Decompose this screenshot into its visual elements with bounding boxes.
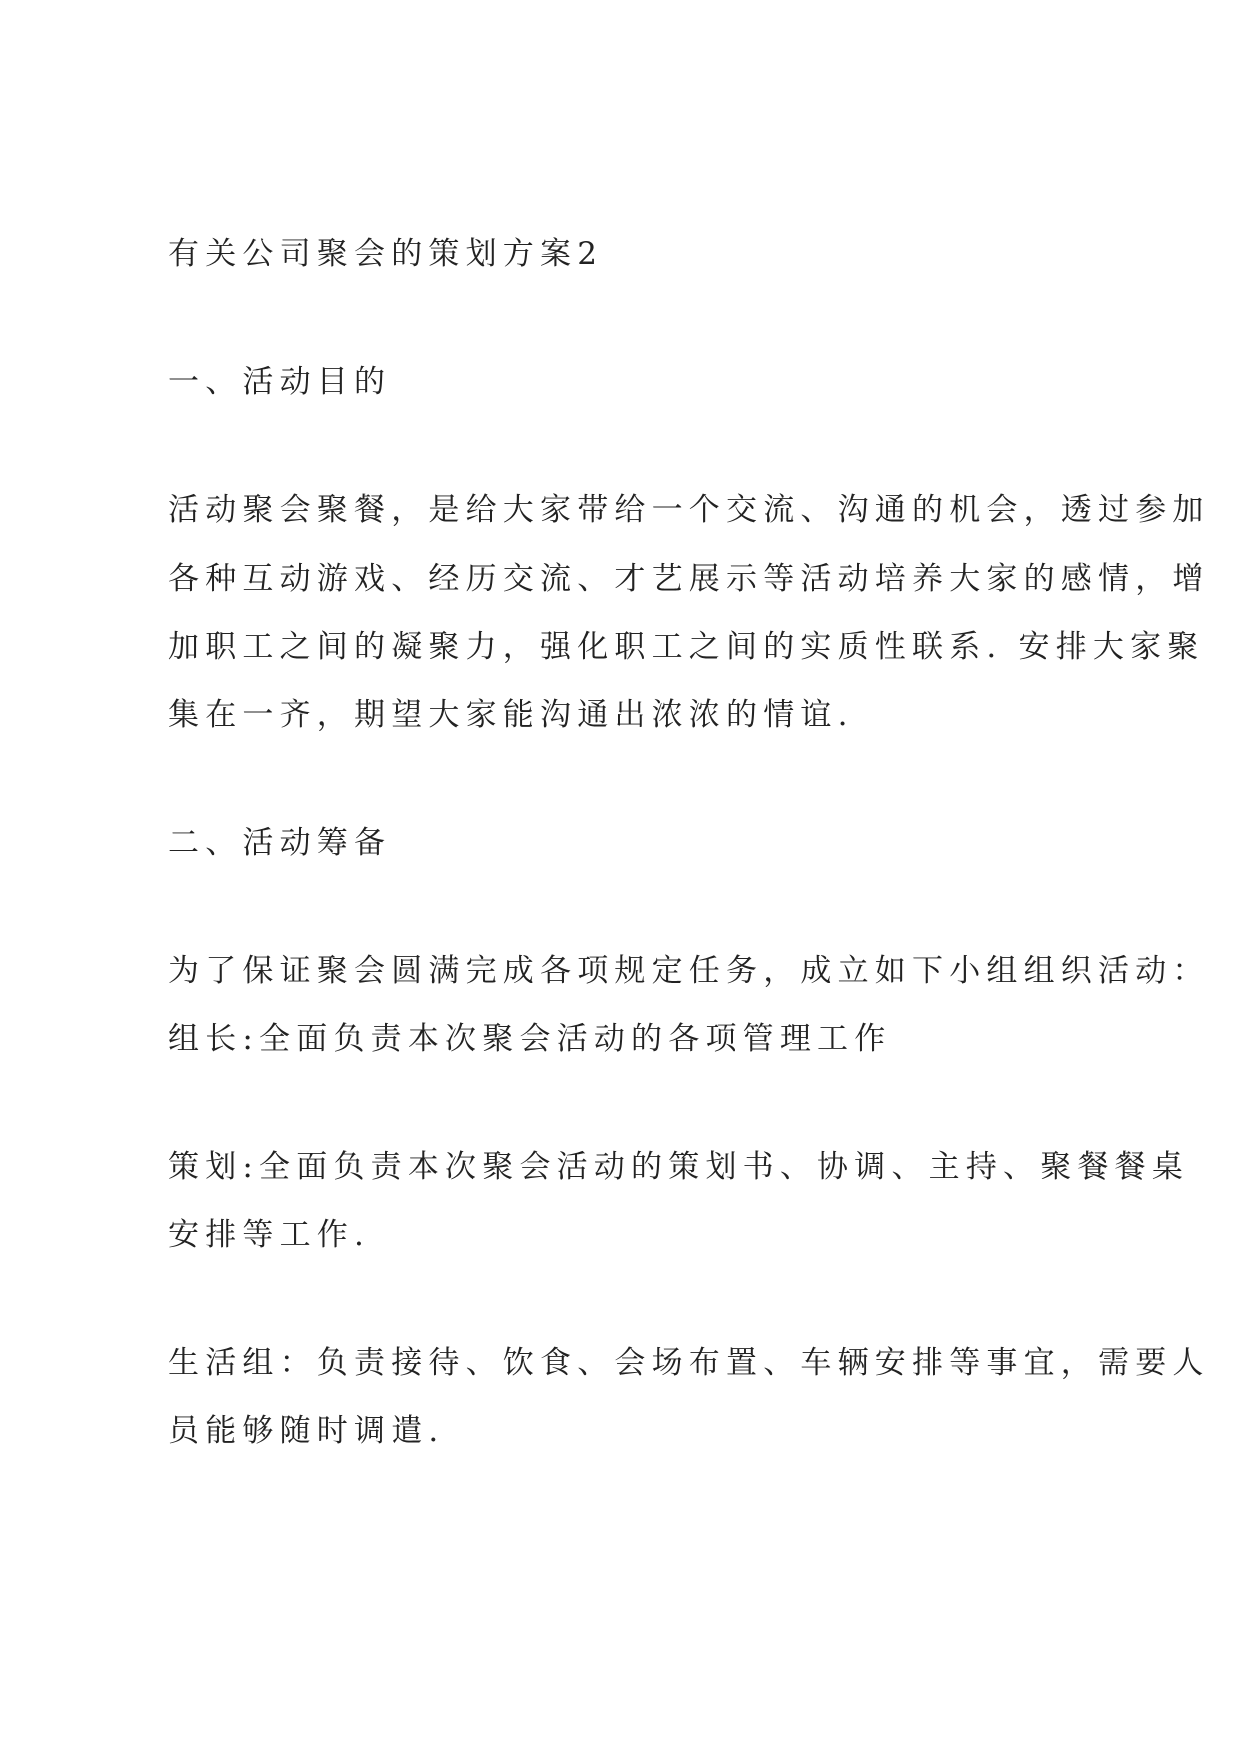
document-title: 有关公司聚会的策划方案2 xyxy=(168,236,604,272)
paragraph-line: 生活组：负责接待、饮食、会场布置、车辆安排等事宜，需要人 xyxy=(168,1345,1210,1381)
paragraph-line: 各种互动游戏、经历交流、才艺展示等活动培养大家的感情，增 xyxy=(168,561,1210,597)
paragraph-line: 安排等工作. xyxy=(168,1217,371,1253)
section-heading-preparation: 二、活动筹备 xyxy=(168,825,392,861)
paragraph-line: 为了保证聚会圆满完成各项规定任务，成立如下小组组织活动： xyxy=(168,953,1210,989)
paragraph-line: 员能够随时调遣. xyxy=(168,1413,445,1449)
paragraph-line: 集在一齐，期望大家能沟通出浓浓的情谊. xyxy=(168,697,854,733)
paragraph-line: 策划:全面负责本次聚会活动的策划书、协调、主持、聚餐餐桌 xyxy=(168,1149,1190,1185)
paragraph-line: 组长:全面负责本次聚会活动的各项管理工作 xyxy=(168,1021,892,1057)
paragraph-line: 加职工之间的凝聚力，强化职工之间的实质性联系. 安排大家聚 xyxy=(168,629,1205,665)
section-heading-purpose: 一、活动目的 xyxy=(168,364,392,400)
paragraph-line: 活动聚会聚餐，是给大家带给一个交流、沟通的机会，透过参加 xyxy=(168,492,1210,528)
